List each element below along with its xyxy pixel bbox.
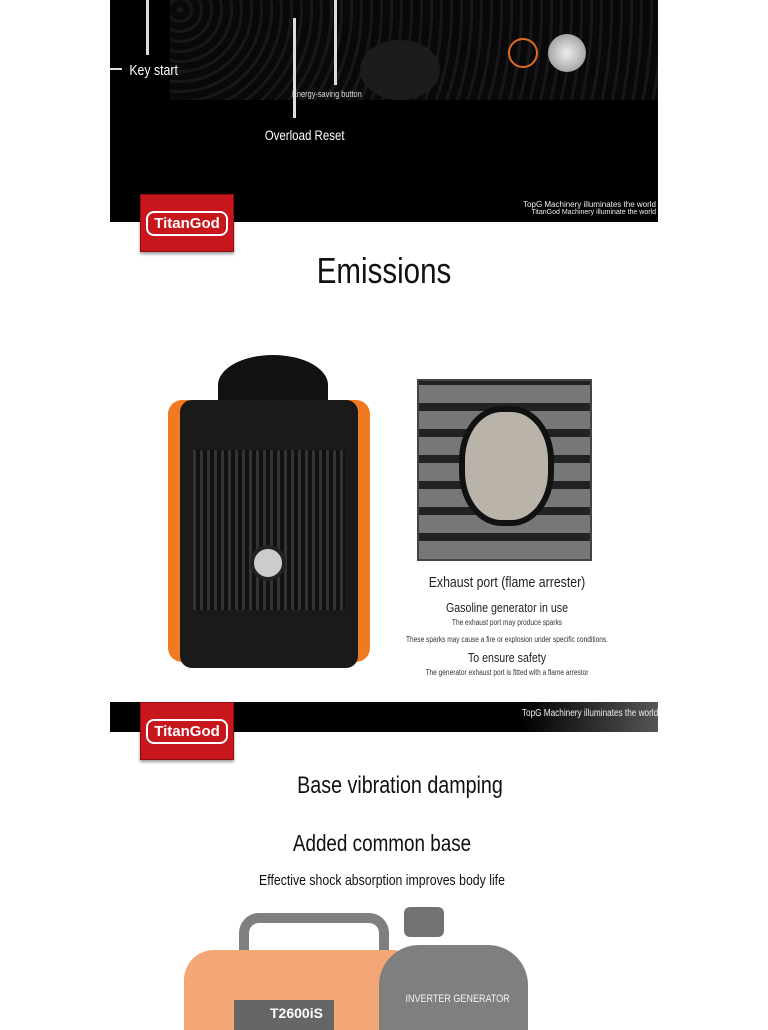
generator-front-image [184,905,528,1024]
callout-line [146,0,149,55]
exhaust-port [250,545,286,581]
generator-rear-image [168,355,370,673]
damping-description: Effective shock absorption improves body life [259,872,505,889]
info-line: To ensure safety [467,650,547,665]
ground-icon [508,38,538,68]
info-line: The generator exhaust port is fitted with a flame arrestor [425,668,589,677]
model-plate [234,1000,334,1030]
model-label: T2600iS [270,1005,323,1021]
slogan [523,200,656,216]
outlet [360,40,440,100]
gray-shell [379,945,528,1030]
emissions-title: Emissions [316,250,452,291]
damping-subtitle: Added common base [292,830,472,856]
info-line: Gasoline generator in use [445,600,569,615]
damping-title: Base vibration damping [297,772,503,799]
vent-grille [193,450,345,610]
exhaust-caption: Exhaust port (flame arrester) [428,574,586,591]
control-panel-image [110,0,658,222]
energy-saving-label: Energy-saving button [292,89,362,99]
logo-text: TitanGod [146,719,228,744]
titangod-logo [140,702,234,760]
callout-line [334,0,337,85]
key-start-label: Key start [129,62,178,79]
slogan-line: TitanGod Machinery illuminate the world [531,209,656,216]
callout-line [293,18,296,118]
side-label: INVERTER GENERATOR [405,993,510,1005]
flame-arrester [459,406,554,526]
callout-line [110,68,122,70]
banner-slogan: TopG Machinery illuminates the world [521,708,658,719]
ground-terminal [548,34,586,72]
overload-reset-label: Overload Reset [264,127,345,143]
info-line: The exhaust port may produce sparks [451,618,563,627]
titangod-logo [140,194,234,252]
info-line: These sparks may cause a fire or explosion under specific conditions. [405,635,609,644]
slogan-line: TopG Machinery illuminates the world [523,200,656,209]
exhaust-closeup-image [417,379,592,561]
fuel-cap [404,907,444,937]
logo-text: TitanGod [146,211,228,236]
